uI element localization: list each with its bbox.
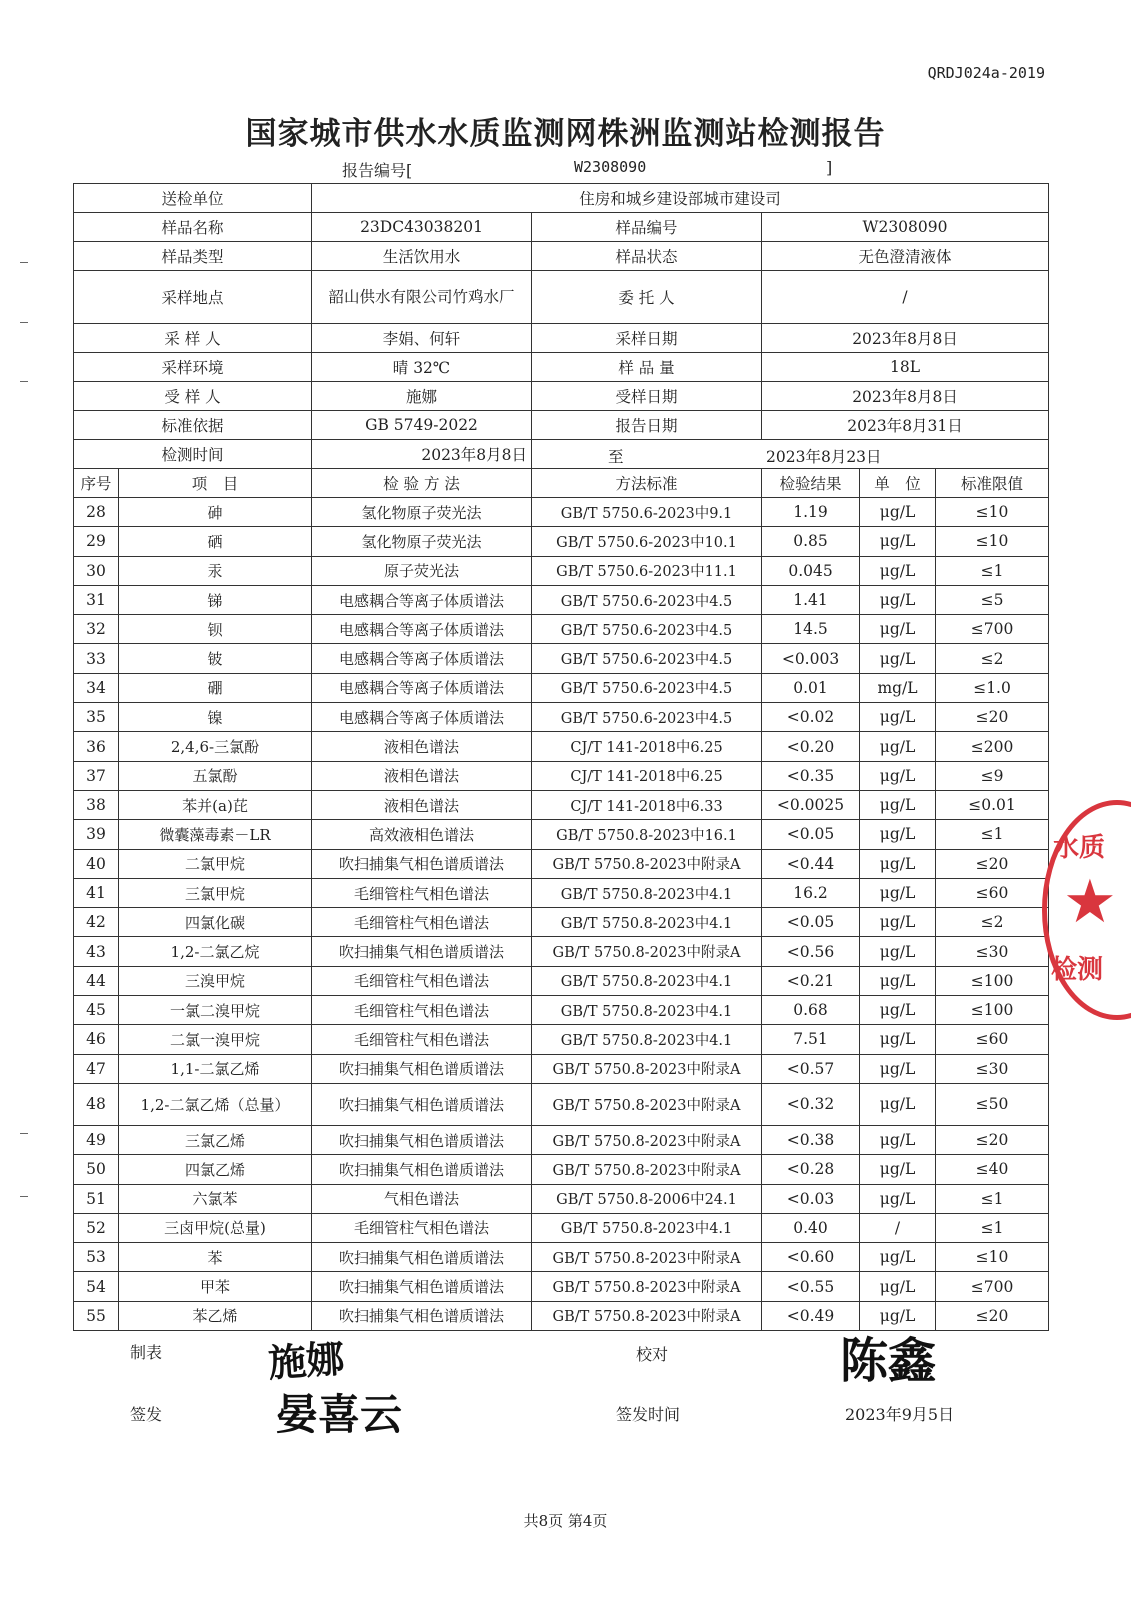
test-result: <0.02 [762,703,860,732]
item-name: 锑 [119,585,312,614]
send-unit-value: 住房和城乡建设部城市建设司 [312,184,1049,213]
item-name: 二氯甲烷 [119,849,312,878]
item-name: 三卤甲烷(总量) [119,1213,312,1242]
site-value: 韶山供水有限公司竹鸡水厂 [312,271,532,324]
test-method: 高效液相色谱法 [312,820,532,849]
row-index: 41 [74,878,119,907]
row-index: 35 [74,703,119,732]
seal-text-top: 水质 [1053,833,1106,863]
test-method: 液相色谱法 [312,790,532,819]
table-row [74,1025,1049,1054]
test-method: 吹扫捕集气相色谱质谱法 [312,1155,532,1184]
test-method: 液相色谱法 [312,732,532,761]
unit: μg/L [860,498,936,527]
test-result: 0.01 [762,673,860,702]
standard-label: 标准依据 [74,411,312,440]
unit: mg/L [860,673,936,702]
unit: μg/L [860,761,936,790]
unit: μg/L [860,1083,936,1125]
unit: μg/L [860,1054,936,1083]
table-row [74,644,1049,673]
unit: μg/L [860,1025,936,1054]
test-result: <0.56 [762,937,860,966]
item-name: 三溴甲烷 [119,966,312,995]
test-result: <0.38 [762,1125,860,1154]
sample-no-value: W2308090 [762,213,1049,242]
limit: ≤60 [936,878,1049,907]
test-to-value: 2023年8月23日 [766,448,882,466]
sample-state-label: 样品状态 [532,242,762,271]
row-index: 46 [74,1025,119,1054]
method-standard: CJ/T 141-2018中6.25 [532,732,762,761]
unit: μg/L [860,790,936,819]
table-row [74,937,1049,966]
limit: ≤1 [936,556,1049,585]
test-result: <0.05 [762,820,860,849]
limit: ≤2 [936,644,1049,673]
document-code: QRDJ024a-2019 [927,64,1045,82]
item-name: 2,4,6-三氯酚 [119,732,312,761]
row-index: 29 [74,527,119,556]
unit: μg/L [860,820,936,849]
sample-name-value: 23DC43038201 [312,213,532,242]
method-standard: GB/T 5750.8-2006中24.1 [532,1184,762,1213]
test-from-value: 2023年8月8日 [312,440,532,469]
item-name: 1,2-二氯乙烯（总量） [119,1083,312,1125]
table-row [74,732,1049,761]
item-name: 苯乙烯 [119,1301,312,1330]
client-value: / [762,271,1049,324]
unit: μg/L [860,908,936,937]
table-row [74,790,1049,819]
table-row [74,1083,1049,1125]
limit: ≤0.01 [936,790,1049,819]
test-method: 吹扫捕集气相色谱质谱法 [312,1243,532,1272]
table-row [74,849,1049,878]
test-method: 电感耦合等离子体质谱法 [312,644,532,673]
limit: ≤2 [936,908,1049,937]
checked-signature: 陈鑫 [840,1333,937,1389]
row-index: 36 [74,732,119,761]
test-to-label: 至 [608,448,624,466]
column-header: 序号 [74,469,119,498]
item-name: 五氯酚 [119,761,312,790]
row-index: 49 [74,1125,119,1154]
method-standard: GB/T 5750.8-2023中4.1 [532,1213,762,1242]
method-standard: CJ/T 141-2018中6.25 [532,761,762,790]
test-method: 电感耦合等离子体质谱法 [312,703,532,732]
row-index: 28 [74,498,119,527]
item-name: 镍 [119,703,312,732]
test-method: 电感耦合等离子体质谱法 [312,615,532,644]
test-result: <0.05 [762,908,860,937]
unit: μg/L [860,644,936,673]
limit: ≤100 [936,966,1049,995]
table-row [74,1213,1049,1242]
unit: μg/L [860,703,936,732]
sampler-label: 采 样 人 [74,324,312,353]
item-name: 铍 [119,644,312,673]
test-result: <0.003 [762,644,860,673]
row-index: 43 [74,937,119,966]
test-result: <0.0025 [762,790,860,819]
item-name: 三氯乙烯 [119,1125,312,1154]
column-header: 检 验 方 法 [312,469,532,498]
row-index: 38 [74,790,119,819]
test-result: <0.57 [762,1054,860,1083]
limit: ≤1.0 [936,673,1049,702]
row-index: 30 [74,556,119,585]
table-row [74,996,1049,1025]
test-result: <0.44 [762,849,860,878]
issue-time-label: 签发时间 [616,1405,681,1424]
item-name: 三氯甲烷 [119,878,312,907]
method-standard: GB/T 5750.6-2023中4.5 [532,585,762,614]
row-index: 52 [74,1213,119,1242]
prepared-signature: 施娜 [266,1335,346,1386]
sample-no-label: 样品编号 [532,213,762,242]
method-standard: GB/T 5750.8-2023中4.1 [532,996,762,1025]
report-table [73,183,1049,1331]
limit: ≤60 [936,1025,1049,1054]
limit: ≤10 [936,498,1049,527]
limit: ≤5 [936,585,1049,614]
item-name: 钡 [119,615,312,644]
test-method: 原子荧光法 [312,556,532,585]
method-standard: GB/T 5750.8-2023中附录A [532,1272,762,1301]
receiver-value: 施娜 [312,382,532,411]
method-standard: GB/T 5750.6-2023中4.5 [532,644,762,673]
method-standard: GB/T 5750.8-2023中附录A [532,1155,762,1184]
test-result: 1.41 [762,585,860,614]
table-row [74,820,1049,849]
report-number-label: 报告编号[ [342,161,413,180]
row-index: 48 [74,1083,119,1125]
test-method: 吹扫捕集气相色谱质谱法 [312,1083,532,1125]
row-index: 53 [74,1243,119,1272]
unit: μg/L [860,1184,936,1213]
sample-name-label: 样品名称 [74,213,312,242]
env-label: 采样环境 [74,353,312,382]
row-index: 32 [74,615,119,644]
qty-value: 18L [762,353,1049,382]
row-index: 39 [74,820,119,849]
item-name: 六氯苯 [119,1184,312,1213]
client-label: 委 托 人 [532,271,762,324]
test-result: <0.28 [762,1155,860,1184]
method-standard: GB/T 5750.8-2023中附录A [532,1054,762,1083]
method-standard: GB/T 5750.8-2023中附录A [532,849,762,878]
unit: μg/L [860,996,936,1025]
test-result: <0.21 [762,966,860,995]
method-standard: GB/T 5750.8-2023中4.1 [532,1025,762,1054]
sample-type-label: 样品类型 [74,242,312,271]
unit: μg/L [860,1155,936,1184]
table-row [74,615,1049,644]
limit: ≤1 [936,820,1049,849]
method-standard: GB/T 5750.6-2023中10.1 [532,527,762,556]
report-number-value: W2308090 [574,158,647,176]
method-standard: GB/T 5750.6-2023中9.1 [532,498,762,527]
test-method: 毛细管柱气相色谱法 [312,1213,532,1242]
unit: μg/L [860,937,936,966]
row-index: 47 [74,1054,119,1083]
test-result: 1.19 [762,498,860,527]
test-result: <0.03 [762,1184,860,1213]
item-name: 硒 [119,527,312,556]
method-standard: GB/T 5750.6-2023中4.5 [532,615,762,644]
method-standard: GB/T 5750.8-2023中附录A [532,937,762,966]
test-method: 吹扫捕集气相色谱质谱法 [312,1301,532,1330]
issued-signature: 晏喜云 [276,1390,403,1439]
row-index: 44 [74,966,119,995]
method-standard: GB/T 5750.8-2023中16.1 [532,820,762,849]
table-header-row [74,469,1049,498]
test-result: <0.60 [762,1243,860,1272]
limit: ≤20 [936,1301,1049,1330]
env-value: 晴 32℃ [312,353,532,382]
test-method: 电感耦合等离子体质谱法 [312,585,532,614]
unit: μg/L [860,556,936,585]
row-index: 37 [74,761,119,790]
row-index: 51 [74,1184,119,1213]
method-standard: GB/T 5750.8-2023中附录A [532,1243,762,1272]
table-row [74,703,1049,732]
table-row [74,761,1049,790]
unit: μg/L [860,849,936,878]
page-footer: 共8页 第4页 [523,1512,608,1530]
checked-label: 校对 [636,1345,669,1364]
method-standard: GB/T 5750.8-2023中4.1 [532,908,762,937]
send-unit-label: 送检单位 [74,184,312,213]
unit: μg/L [860,1125,936,1154]
table-row [74,527,1049,556]
test-method: 吹扫捕集气相色谱质谱法 [312,849,532,878]
item-name: 汞 [119,556,312,585]
sample-date-label: 采样日期 [532,324,762,353]
row-index: 34 [74,673,119,702]
unit: μg/L [860,585,936,614]
page-title: 国家城市供水水质监测网株洲监测站检测报告 [245,116,886,152]
table-row [74,498,1049,527]
limit: ≤20 [936,703,1049,732]
table-row [74,673,1049,702]
test-method: 吹扫捕集气相色谱质谱法 [312,937,532,966]
row-index: 33 [74,644,119,673]
test-result: 0.40 [762,1213,860,1242]
test-method: 毛细管柱气相色谱法 [312,996,532,1025]
test-to-range [532,440,1049,469]
qty-label: 样 品 量 [532,353,762,382]
test-method: 毛细管柱气相色谱法 [312,966,532,995]
unit: μg/L [860,732,936,761]
table-row [74,1184,1049,1213]
column-header: 标准限值 [936,469,1049,498]
limit: ≤1 [936,1213,1049,1242]
unit: μg/L [860,1301,936,1330]
table-row [74,908,1049,937]
test-method: 氢化物原子荧光法 [312,527,532,556]
test-result: 14.5 [762,615,860,644]
sample-date-value: 2023年8月8日 [762,324,1049,353]
test-result: <0.32 [762,1083,860,1125]
table-row [74,878,1049,907]
test-time-label: 检测时间 [74,440,312,469]
limit: ≤700 [936,615,1049,644]
test-method: 电感耦合等离子体质谱法 [312,673,532,702]
limit: ≤40 [936,1155,1049,1184]
item-name: 微囊藻毒素－LR [119,820,312,849]
column-header: 单 位 [860,469,936,498]
table-row [74,1125,1049,1154]
method-standard: GB/T 5750.8-2023中4.1 [532,966,762,995]
limit: ≤200 [936,732,1049,761]
unit: / [860,1213,936,1242]
test-method: 毛细管柱气相色谱法 [312,1025,532,1054]
method-standard: GB/T 5750.6-2023中11.1 [532,556,762,585]
test-method: 吹扫捕集气相色谱质谱法 [312,1054,532,1083]
test-result: 16.2 [762,878,860,907]
table-row [74,966,1049,995]
standard-value: GB 5749-2022 [312,411,532,440]
test-method: 吹扫捕集气相色谱质谱法 [312,1272,532,1301]
limit: ≤10 [936,1243,1049,1272]
test-result: 0.85 [762,527,860,556]
test-method: 毛细管柱气相色谱法 [312,878,532,907]
sample-type-value: 生活饮用水 [312,242,532,271]
item-name: 1,1-二氯乙烯 [119,1054,312,1083]
item-name: 甲苯 [119,1272,312,1301]
unit: μg/L [860,878,936,907]
row-index: 55 [74,1301,119,1330]
item-name: 砷 [119,498,312,527]
prepared-label: 制表 [130,1343,163,1362]
item-name: 苯 [119,1243,312,1272]
item-name: 四氯乙烯 [119,1155,312,1184]
limit: ≤30 [936,1054,1049,1083]
method-standard: GB/T 5750.8-2023中4.1 [532,878,762,907]
test-method: 氢化物原子荧光法 [312,498,532,527]
item-name: 硼 [119,673,312,702]
unit: μg/L [860,615,936,644]
report-number-close: ] [826,158,833,177]
row-index: 50 [74,1155,119,1184]
method-standard: GB/T 5750.8-2023中附录A [532,1301,762,1330]
method-standard: CJ/T 141-2018中6.33 [532,790,762,819]
method-standard: GB/T 5750.8-2023中附录A [532,1083,762,1125]
test-method: 液相色谱法 [312,761,532,790]
table-row [74,585,1049,614]
test-result: 7.51 [762,1025,860,1054]
receive-date-label: 受样日期 [532,382,762,411]
item-name: 苯并(a)芘 [119,790,312,819]
item-name: 四氯化碳 [119,908,312,937]
issue-time-value: 2023年9月5日 [845,1405,955,1424]
test-method: 毛细管柱气相色谱法 [312,908,532,937]
limit: ≤20 [936,849,1049,878]
test-result: <0.20 [762,732,860,761]
limit: ≤50 [936,1083,1049,1125]
method-standard: GB/T 5750.6-2023中4.5 [532,703,762,732]
row-index: 45 [74,996,119,1025]
table-row [74,556,1049,585]
sample-state-value: 无色澄清液体 [762,242,1049,271]
limit: ≤30 [936,937,1049,966]
report-date-value: 2023年8月31日 [762,411,1049,440]
unit: μg/L [860,527,936,556]
official-seal [1042,800,1131,1020]
test-result: <0.49 [762,1301,860,1330]
column-header: 检验结果 [762,469,860,498]
row-index: 31 [74,585,119,614]
row-index: 40 [74,849,119,878]
test-method: 气相色谱法 [312,1184,532,1213]
method-standard: GB/T 5750.6-2023中4.5 [532,673,762,702]
limit: ≤100 [936,996,1049,1025]
limit: ≤1 [936,1184,1049,1213]
seal-star-icon: ★ [1063,867,1117,937]
site-label: 采样地点 [74,271,312,324]
table-row [74,1272,1049,1301]
receiver-label: 受 样 人 [74,382,312,411]
test-result: 0.68 [762,996,860,1025]
limit: ≤20 [936,1125,1049,1154]
test-result: <0.55 [762,1272,860,1301]
table-row [74,1155,1049,1184]
report-date-label: 报告日期 [532,411,762,440]
test-method: 吹扫捕集气相色谱质谱法 [312,1125,532,1154]
limit: ≤9 [936,761,1049,790]
item-name: 一氯二溴甲烷 [119,996,312,1025]
test-result: 0.045 [762,556,860,585]
seal-text-bottom: 检测 [1051,955,1104,985]
unit: μg/L [860,966,936,995]
column-header: 方法标准 [532,469,762,498]
method-standard: GB/T 5750.8-2023中附录A [532,1125,762,1154]
unit: μg/L [860,1272,936,1301]
unit: μg/L [860,1243,936,1272]
table-row [74,1054,1049,1083]
limit: ≤700 [936,1272,1049,1301]
row-index: 54 [74,1272,119,1301]
limit: ≤10 [936,527,1049,556]
receive-date-value: 2023年8月8日 [762,382,1049,411]
column-header: 项 目 [119,469,312,498]
issued-label: 签发 [130,1405,163,1424]
item-name: 1,2-二氯乙烷 [119,937,312,966]
table-row [74,1243,1049,1272]
row-index: 42 [74,908,119,937]
sampler-value: 李娟、何轩 [312,324,532,353]
item-name: 二氯一溴甲烷 [119,1025,312,1054]
test-result: <0.35 [762,761,860,790]
